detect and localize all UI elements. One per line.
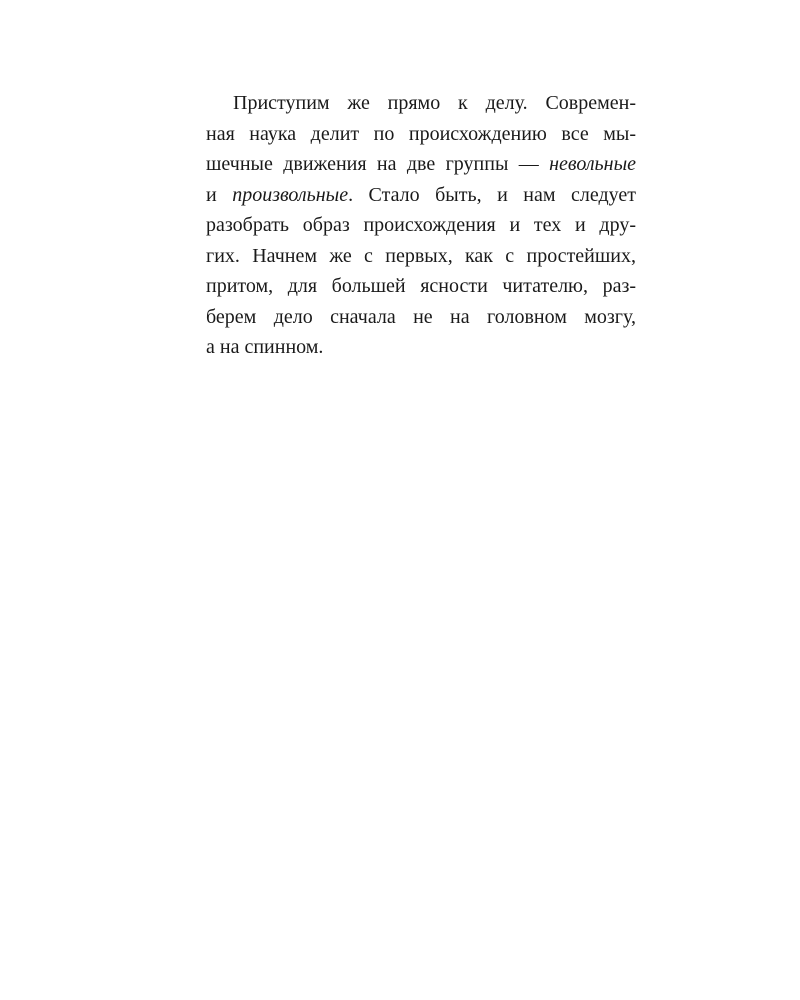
text-line-3-plain: шечные движения на две группы —: [206, 153, 550, 175]
text-line-9: а на спинном.: [206, 336, 324, 358]
text-line-8: берем дело сначала не на головном мозгу,: [206, 305, 636, 328]
text-line-3: [206, 149, 636, 180]
text-line-5: разобрать образ происхождения и тех и дру-: [206, 214, 636, 236]
emphasis-involuntary: невольные: [549, 153, 636, 175]
text-line-4-rest: . Стало быть, и нам следует: [348, 183, 636, 206]
emphasis-voluntary: произвольные: [232, 183, 349, 206]
text-line-2: ная наука делит по происхождению все мы-: [206, 122, 636, 145]
text-line-7: притом, для большей ясности читателю, раз-: [206, 275, 636, 297]
body-paragraph: [206, 88, 636, 363]
text-line-4: [206, 180, 636, 211]
text-line-1: Приступим же прямо к делу. Современ-: [233, 92, 636, 114]
text-line-4-start: и: [206, 183, 233, 206]
text-line-6: гих. Начнем же с первых, как с простейших,: [206, 244, 636, 267]
